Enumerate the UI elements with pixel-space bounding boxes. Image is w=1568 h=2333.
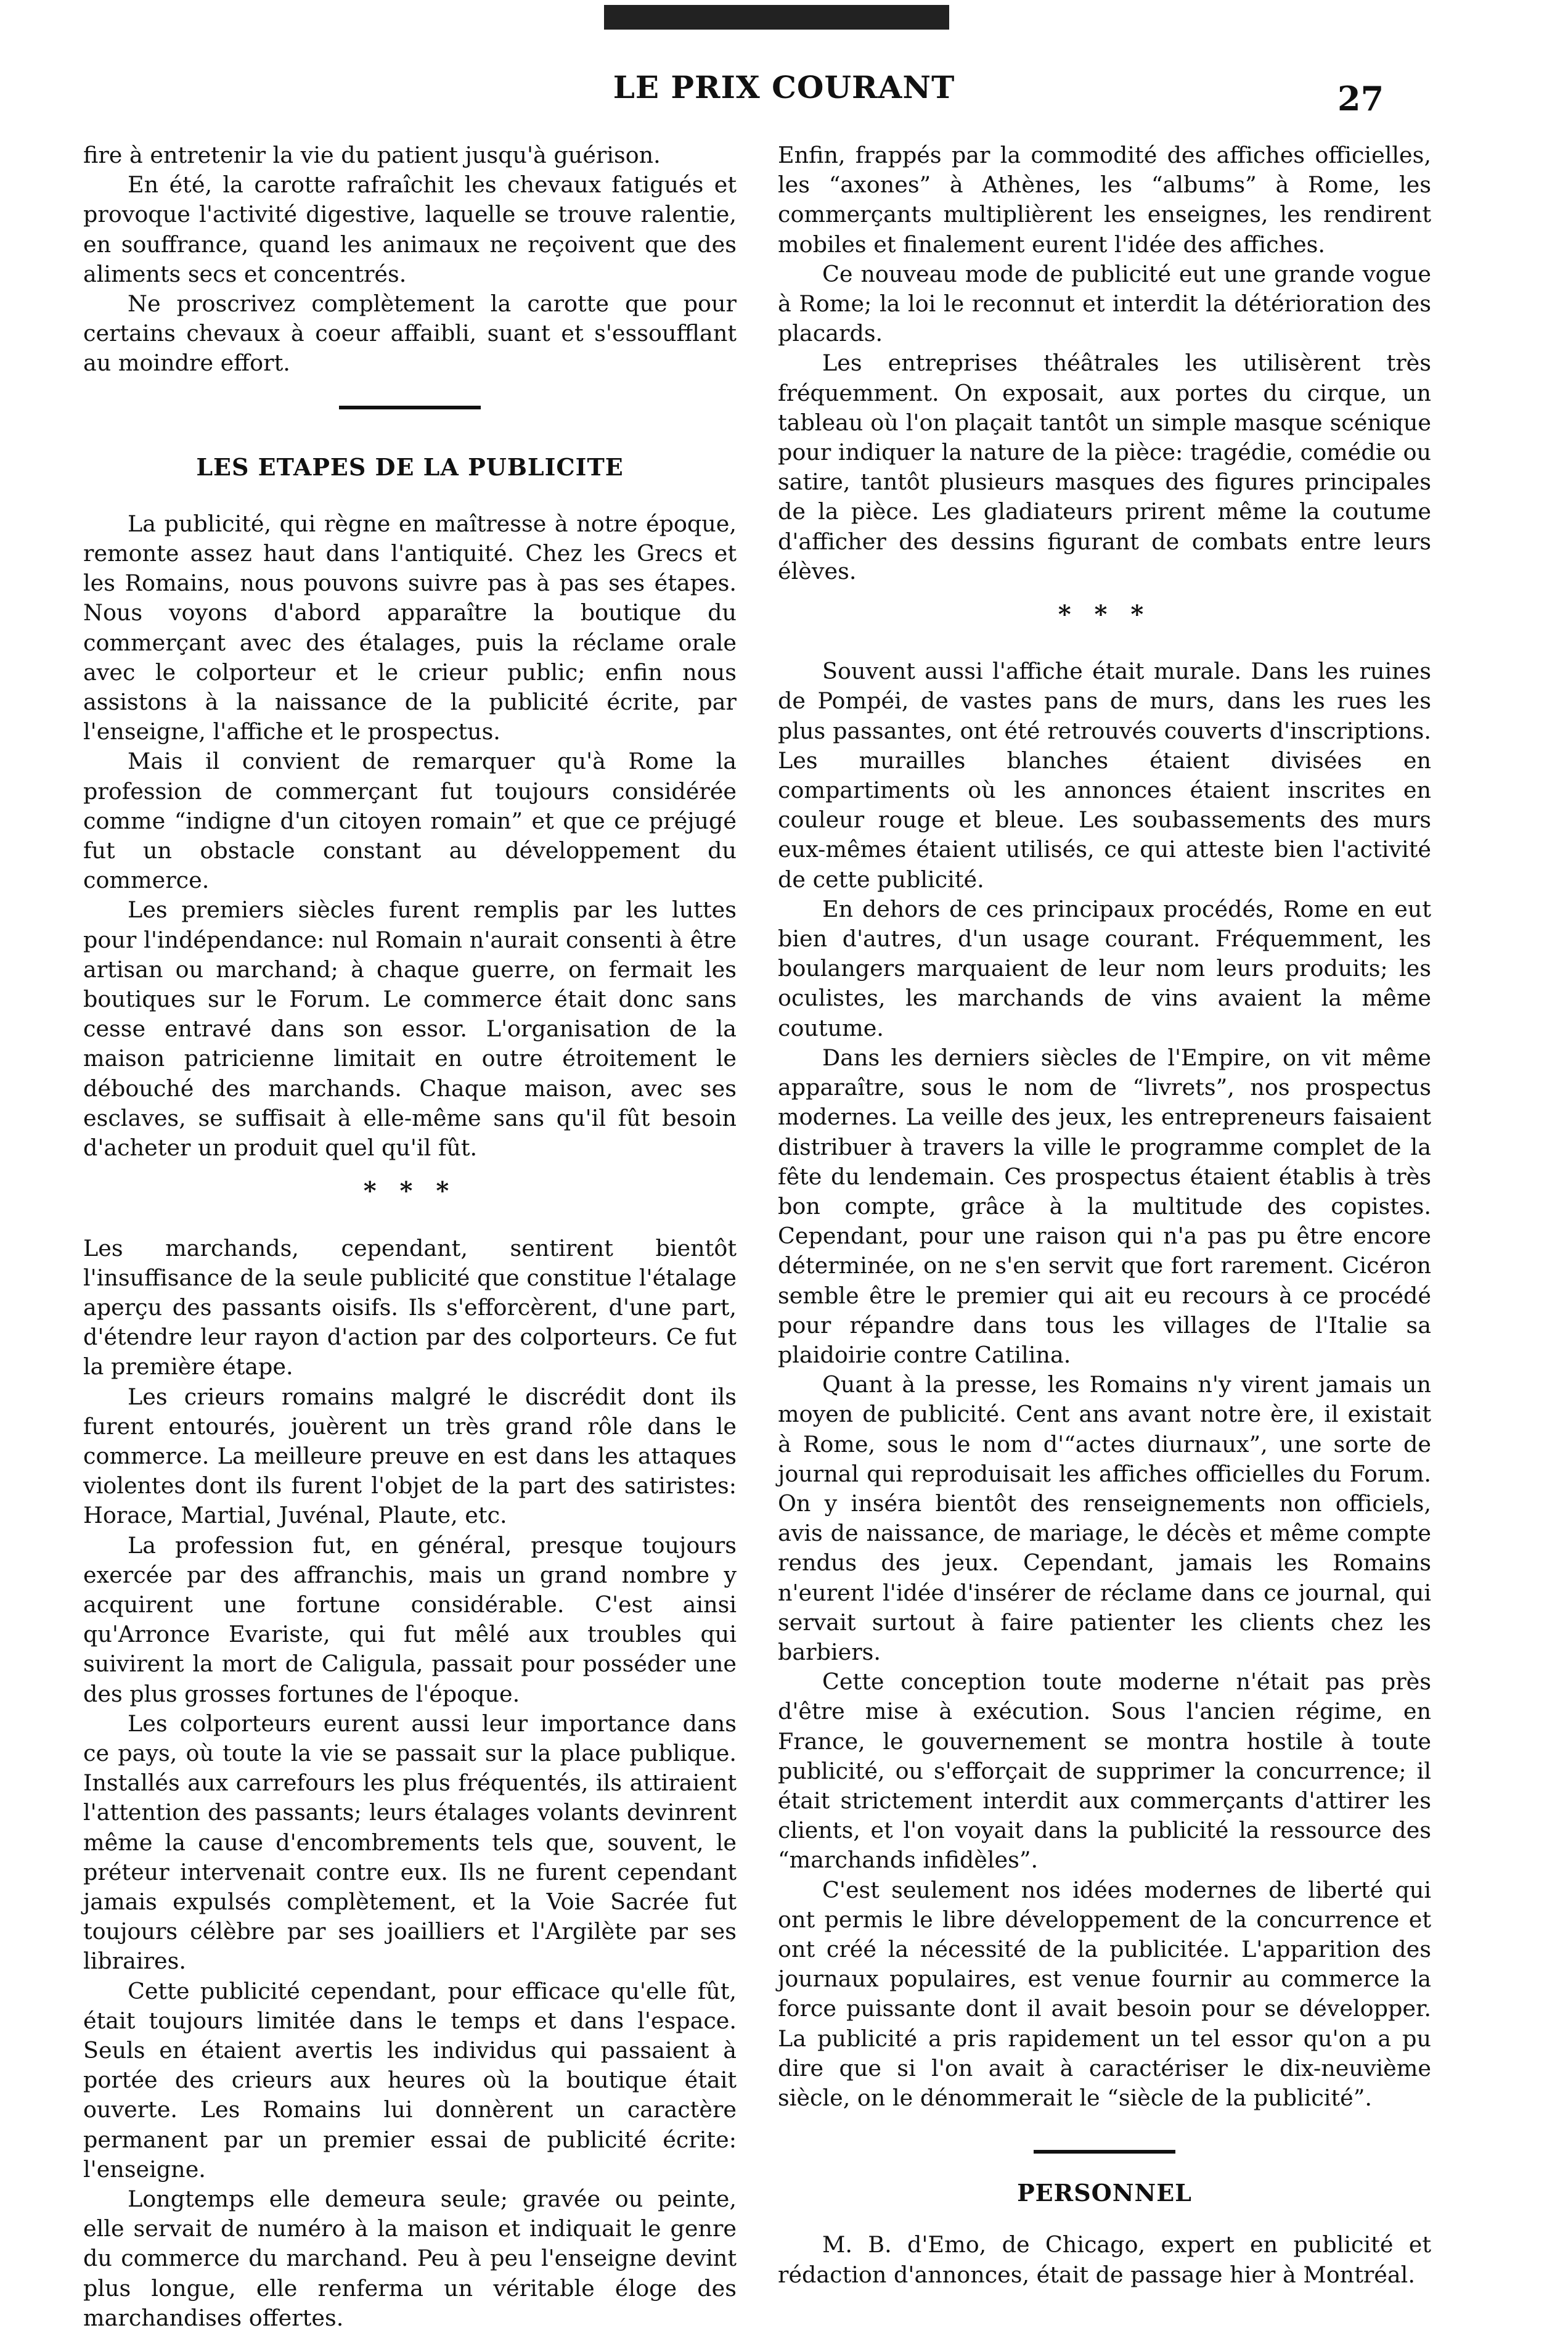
paragraph: La profession fut, en général, presque toujours exercée par des affranchis, mais un grand nombre y acquirent une fortune considérable. C'est ainsi qu'Arronce Evariste, qui fut mêlé aux troubles qui suivirent la mort de Caligula, passait pour posséder une des plus grosses fortunes de l'époque.	[83, 1531, 737, 1707]
paragraph: Les crieurs romains malgré le discrédit dont ils furent entourés, jouèrent un très grand rôle dans le commerce. La meilleure preuve en est dans les attaques violentes dont ils furent l'objet de la part des satiristes: Horace, Martial, Juvénal, Plaute, etc.	[83, 1383, 737, 1529]
paragraph: Cette publicité cependant, pour efficace qu'elle fût, était toujours limitée dans le temps et dans l'espace. Seuls en étaient avertis les individus qui passaient à portée des crieurs aux heures où la boutique était ouverte. Les Romains lui donnèrent un caractère permanent par un premier essai de publicité écrite: l'enseigne.	[83, 1977, 737, 2183]
paragraph: Les colporteurs eurent aussi leur importance dans ce pays, où toute la vie se passait sur la place publique. Installés aux carrefours les plus fréquentés, ils attiraient l'attention des passants; leurs étalages volants devinrent même la cause d'encombrements tels que, souvent, le préteur intervenait contre eux. Ils ne furent cependant jamais expulsés complètement, et la Voie Sacrée fut toujours célèbre par ses joailliers et l'Argilète par ses libraires.	[83, 1710, 737, 1975]
paragraph: Les entreprises théâtrales les utilisèrent très fréquemment. On exposait, aux portes du cirque, un tableau où l'on plaçait tantôt un simple masque scénique pour indiquer la nature de la pièce: tragédie, comédie ou satire, tantôt plusieurs masques des figures principales de la pièce. Les gladiateurs prirent même la coutume d'afficher des dessins figurant de combats entre leurs élèves.	[778, 350, 1431, 584]
scan-artifact-band	[604, 5, 949, 30]
paragraph: Ce nouveau mode de publicité eut une grande vogue à Rome; la loi le reconnut et interdit la détérioration des placards.	[778, 260, 1431, 347]
section-break-stars: * * *	[363, 1176, 457, 1206]
left-column	[83, 141, 737, 2333]
paragraph: En été, la carotte rafraîchit les chevaux fatigués et provoque l'activité digestive, laquelle se trouve ralentie, en souffrance, quand les animaux ne reçoivent que des aliments secs et concentrés.	[83, 171, 737, 287]
paragraph: Ne proscrivez complètement la carotte que pour certains chevaux à coeur affaibli, suant et s'essoufflant au moindre effort.	[83, 290, 737, 377]
paragraph: Les premiers siècles furent remplis par les luttes pour l'indépendance: nul Romain n'aurait consenti à être artisan ou marchand; à chaque guerre, on fermait les boutiques sur le Forum. Le commerce était donc sans cesse entravé dans son essor. L'organisation de la maison patricienne limitait en outre étroitement le débouché des marchands. Chaque maison, avec ses esclaves, se suffisait à elle-même sans qu'il fût besoin d'acheter un produit quel qu'il fût.	[83, 896, 737, 1162]
right-column	[778, 141, 1431, 2290]
paragraph: Souvent aussi l'affiche était murale. Dans les ruines de Pompéi, de vastes pans de murs, dans les rues les plus passantes, ont été retrouvés couverts d'inscriptions. Les murailles blanches étaient divisées en compartiments où les annonces étaient inscrites en couleur rouge et bleue. Les soubassements des murs eux-mêmes étaient utilisés, ce qui atteste bien l'activité de cette publicité.	[778, 658, 1431, 893]
paragraph: fire à entretenir la vie du patient jusqu'à guérison.	[83, 142, 661, 168]
paragraph: Enfin, frappés par la commodité des affiches officielles, les “axones” à Athènes, les “albums” à Rome, les commerçants multiplièrent les enseignes, les rendirent mobiles et finalement eurent l'idée des affiches.	[778, 142, 1431, 258]
paragraph: Les marchands, cependant, sentirent bientôt l'insuffisance de la seule publicité que constitue l'étalage aperçu des passants oisifs. Ils s'efforcèrent, d'une part, d'étendre leur rayon d'action par des colporteurs. Ce fut la première étape.	[83, 1234, 737, 1380]
paragraph: La publicité, qui règne en maîtresse à notre époque, remonte assez haut dans l'antiquité. Chez les Grecs et les Romains, nous pouvons suivre pas à pas ses étapes. Nous voyons d'abord apparaître la boutique du commerçant avec des étalages, puis la réclame orale avec le colporteur et le crieur public; enfin nous assistons à la naissance de la publicité écrite, par l'enseigne, l'affiche et le prospectus.	[83, 510, 737, 745]
paragraph: Quant à la presse, les Romains n'y virent jamais un moyen de publicité. Cent ans avant notre ère, il existait à Rome, sous le nom d'“actes diurnaux”, une sorte de journal qui reproduisait les affiches officielles du Forum. On y inséra bientôt des renseignements non officiels, avis de naissance, de mariage, le décès et même compte rendus des jeux. Cependant, jamais les Romains n'eurent l'idée d'insérer de réclame dans ce journal, qui servait surtout à faire patienter les clients chez les barbiers.	[778, 1371, 1431, 1665]
paragraph: En dehors de ces principaux procédés, Rome en eut bien d'autres, d'un usage courant. Fréquemment, les boulangers marquaient de leur nom leurs produits; les oculistes, les marchands de vins avaient la même coutume.	[778, 895, 1431, 1041]
paragraph: M. B. d'Emo, de Chicago, expert en publicité et rédaction d'annonces, était de passage hier à Montréal.	[778, 2231, 1431, 2288]
page-header-title: LE PRIX COURANT	[613, 69, 955, 105]
paragraph: Longtemps elle demeura seule; gravée ou peinte, elle servait de numéro à la maison et indiquait le genre du commerce du marchand. Peu à peu l'enseigne devint plus longue, elle renferma un véritable éloge des marchandises offertes.	[83, 2186, 737, 2331]
page-number: 27	[1337, 79, 1384, 118]
section-break-stars: * * *	[1058, 600, 1151, 629]
paragraph: Mais il convient de remarquer qu'à Rome la profession de commerçant fut toujours considérée comme “indigne d'un citoyen romain” et que ce préjugé fut un obstacle constant au développement du commerce.	[83, 748, 737, 894]
paragraph: Cette conception toute moderne n'était pas près d'être mise à exécution. Sous l'ancien régime, en France, le gouvernement se montra hostile à toute publicité, ou s'efforçait de supprimer la concurrence; il était strictement interdit aux commerçants d'attirer les clients, et l'on voyait dans la publicité la ressource des “marchands infidèles”.	[778, 1668, 1431, 1874]
section-heading-personnel: PERSONNEL	[1017, 2179, 1192, 2207]
paragraph: Dans les derniers siècles de l'Empire, on vit même apparaître, sous le nom de “livrets”, nos prospectus modernes. La veille des jeux, les entrepreneurs faisaient distribuer à travers la ville le programme complet de la fête du lendemain. Ces prospectus étaient établis à très bon compte, grâce à la multitude des copistes. Cependant, pour une raison qui n'a pas pu être encore déterminée, on ne s'en servit que fort rarement. Cicéron semble être le premier qui ait eu recours à ce procédé pour répandre dans tous les villages de l'Italie sa plaidoirie contre Catilina.	[778, 1044, 1431, 1368]
section-heading-publicite: LES ETAPES DE LA PUBLICITE	[196, 453, 624, 481]
paragraph: C'est seulement nos idées modernes de liberté qui ont permis le libre développement de la concurrence et ont créé la nécessité de la publicitée. L'apparition des journaux populaires, est venue fournir au commerce la force puissante dont il avait besoin pour se développer. La publicité a pris rapidement un tel essor qu'on a pu dire que si l'on avait à caractériser le dix-neuvième siècle, on le dénommerait le “siècle de la publicité”.	[778, 1876, 1431, 2111]
